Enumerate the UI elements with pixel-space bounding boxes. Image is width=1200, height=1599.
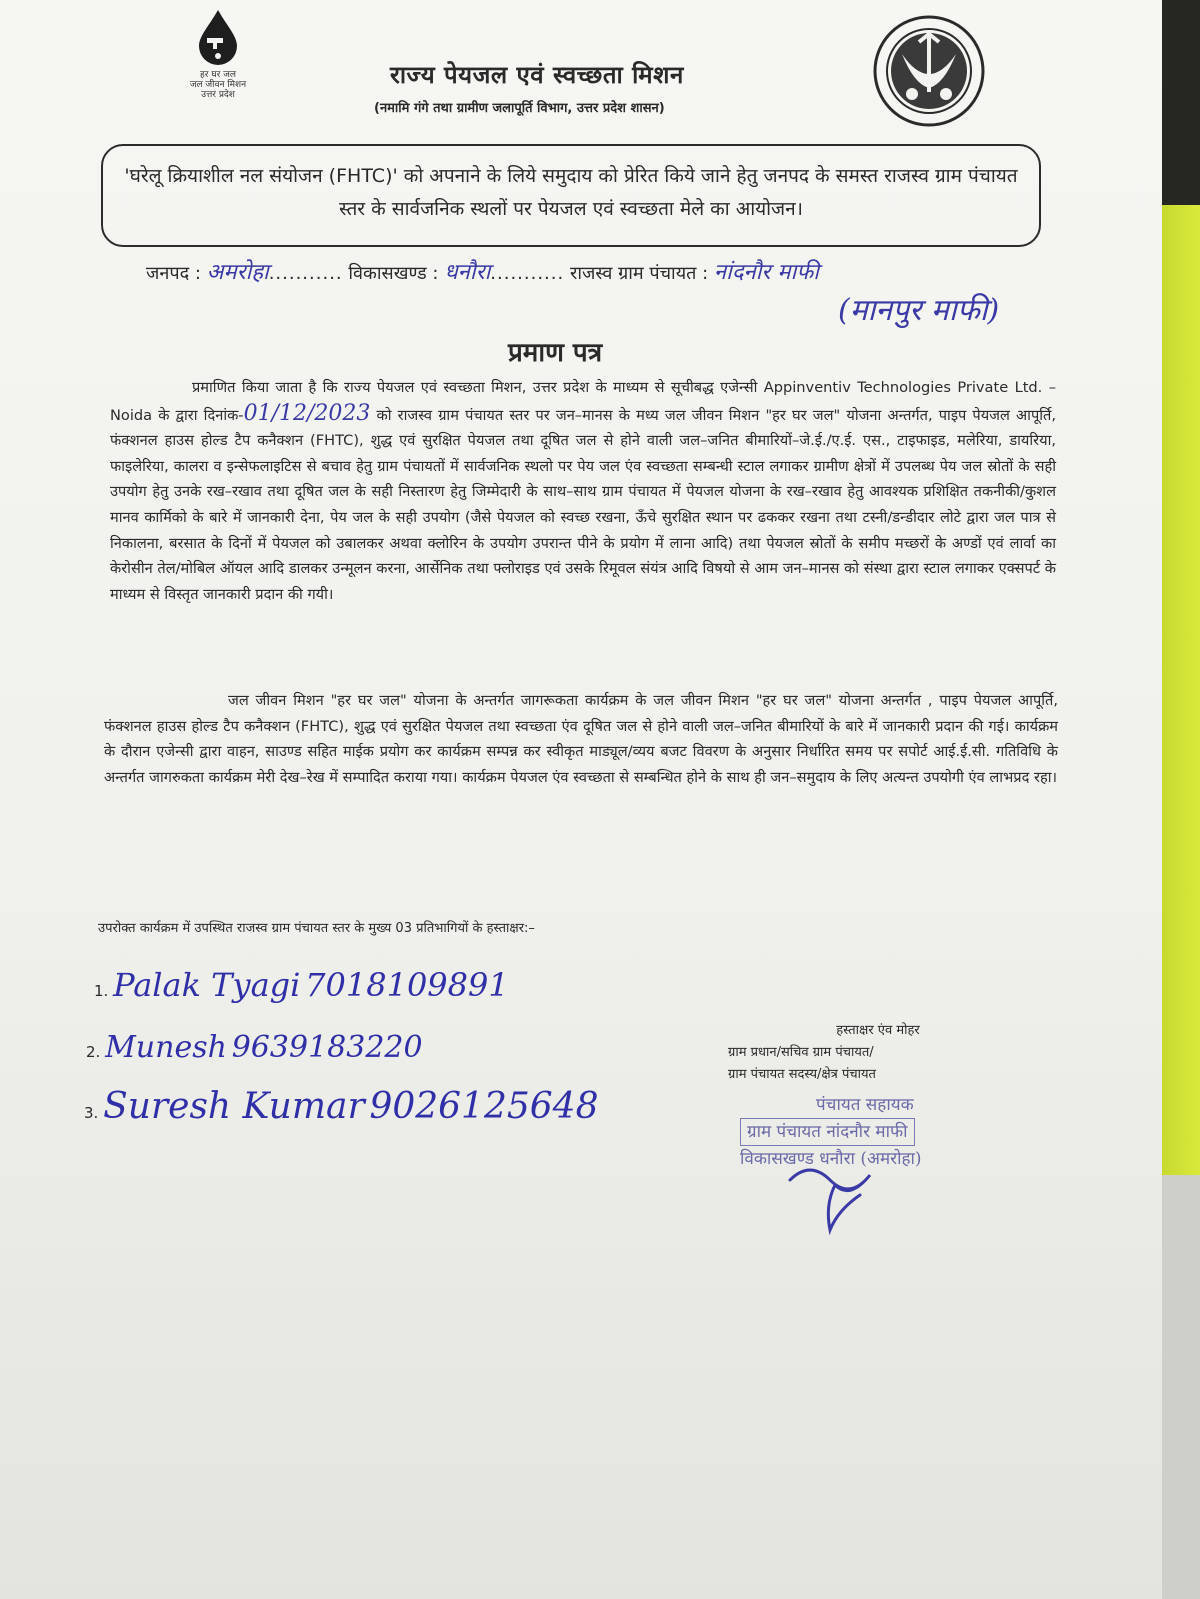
authority-line-1: हस्ताक्षर एंव मोहर [836,1023,920,1038]
header-subtitle: (नमामि गंगे तथा ग्रामीण जलापूर्ति विभाग, उत्तर प्रदेश शासन) [374,101,665,116]
stamp-line-2: ग्राम पंचायत नांदनौर माफी [740,1118,915,1146]
banner-text: 'घरेलू क्रियाशील नल संयोजन (FHTC)' को अपनाने के लिये समुदाय को प्रेरित किये जाने हेतु जनपद के समस्त राजस्व ग्राम पंचायत स्तर के सार्वजनिक स्थलों पर पेयजल एवं स्वच्छता मेले का आयोजन। [124,165,1018,220]
signatory-2 [86,1030,423,1065]
certificate-paragraph-1 [110,375,1056,607]
background-edge-lime [1162,205,1200,1175]
stamp-line-3: विकासखण्ड धनौरा (अमरोहा) [740,1149,922,1169]
authority-signature-block [728,1020,988,1086]
signatory-name: Suresh Kumar [103,1086,365,1127]
up-government-seal-icon [872,14,986,128]
water-drop-icon [195,8,241,66]
signatory-phone: 9026125648 [369,1086,599,1127]
block-label: विकासखण्ड : [348,263,439,284]
header-title: राज्य पेयजल एवं स्वच्छता मिशन [390,61,684,89]
signatory-1 [94,966,509,1004]
panchayat-extra: (मानपुर माफी) [838,293,1000,328]
certificate-title: प्रमाण पत्र [508,338,603,368]
background-edge-dark [1162,0,1200,205]
event-banner [101,144,1041,247]
signatory-number: 1. [94,982,109,1000]
district-value: अमरोहा [206,260,269,285]
background-edge-grey [1162,1175,1200,1599]
block-dots: ........... [490,263,565,284]
har-ghar-jal-logo [180,8,256,100]
certificate-paragraph-2: जल जीवन मिशन "हर घर जल" योजना के अन्तर्गत जागरूकता कार्यक्रम के जल जीवन मिशन "हर घर जल" योजना अन्तर्गत , पाइप पेयजल आपूर्ति, फंक्शनल हाउस होल्ड टैप कनैक्शन (FHTC), शुद्ध एवं सुरक्षित पेयजल तथा स्वच्छता एंव दूषित जल से होने वाली जल–जनित बीमारियों के बारे में जानकारी प्रदान की गई। कार्यक्रम के दौरान एजेन्सी द्वारा वाहन, साउण्ड सहित माईक प्रयोग कर कार्यक्रम सम्पन्न कर स्वीकृत माड्यूल/व्यय बजट विवरण के अनुसार निर्धारित समय पर सपोर्ट आई.ई.सी. गतिविधि के अन्तर्गत जागरुकता कार्यक्रम मेरी देख–रेख में सम्पादित कराया गया। कार्यक्रम पेयजल एंव स्वच्छता से सम्बन्धित होने के साथ ही जन–समुदाय के लिए अत्यन्त उपयोगी एंव लाभप्रद रहा। [104,692,1058,786]
authority-line-2: ग्राम प्रधान/सचिव ग्राम पंचायत/ [728,1045,874,1060]
block-value: धनौरा [444,260,491,285]
signatory-name: Munesh [105,1030,227,1065]
para1-part-b: को राजस्व ग्राम पंचायत स्तर पर जन–मानस के मध्य जल जीवन मिशन "हर घर जल" योजना अन्तर्गत, पाइप पेयजल आपूर्ति, फंक्शनल हाउस होल्ड टैप कनैक्शन (FHTC), शुद्ध एवं सुरक्षित पेयजल तथा दूषित जल से होने वाली जल–जनित बीमारियों–जे.ई./ए.ई. एस., टाइफाइड, मलेरिया, डायरिया, फाइलेरिया, कालरा व इन्सेफलाइटिस से बचाव हेतु ग्राम पंचायतों में सार्वजनिक स्थलो पर पेय जल एंव स्वच्छता सम्बन्धी स्टाल लगाकर ग्रामीण क्षेत्रों में उपलब्ध पेय जल स्रोतों के सही उपयोग हेतु उनके रख–रखाव तथा दूषित जल के सही निस्तारण हेतु जिम्मेदारी के साथ–साथ ग्राम पंचायत में पेयजल योजना के रख–रखाव हेतु आवश्यक प्रशिक्षित तकनीकी/कुशल मानव कार्मिको के बारे में जानकारी देना, पेय जल के सही उपयोग (जैसे पेयजल को स्वच्छ रखना, ऊँचे सुरक्षित स्थान पर ढककर रखना तथा टस्नी/डन्डीदार लोटे द्वारा जल पात्र से निकालना, बरसात के दिनों में पेयजल को उबालकर अथवा क्लोरिन के उपयोग उपरान्त पीने के प्रयोग में लाना आदि) तथा पेयजल स्रोतों के समीप मच्छरों के अण्डों एवं लार्वा का केरोसीन तेल/मोबिल ऑयल आदि डालकर उन्मूलन करना, आर्सेनिक तथा फ्लोराइड एवं उसके रिमूवल संयंत्र आदि विषयो से आम जन–मानस को संस्था द्वारा स्टाल लगाकर एक्सपर्ट के माध्यम से विस्तृत जानकारी प्रदान की गयी। [110,406,1056,603]
signatory-number: 2. [86,1043,101,1061]
signatory-phone: 7018109891 [305,966,509,1004]
district-label: जनपद : [146,263,201,284]
district-dots: ........... [268,263,343,284]
logo-caption-2: जल जीवन मिशन [189,80,247,90]
panchayat-value: नांदनौर माफी [713,260,819,285]
signatory-name: Palak Tyagi [113,966,301,1004]
logo-caption-3: उत्तर प्रदेश [201,90,235,100]
logo-caption-1: हर घर जल [200,70,236,80]
para1-part-a: प्रमाणित किया जाता है कि राज्य पेयजल एवं स्वच्छता मिशन, उत्तर प्रदेश के माध्यम से सूचीबद्ध एजेन्सी Appinventiv Technologies Private Ltd. – Noida के द्वारा दिनांक- [110,379,1056,424]
panchayat-label: राजस्व ग्राम पंचायत : [569,263,709,284]
authority-signature-icon [770,1140,910,1240]
signatory-number: 3. [84,1104,99,1122]
event-date: 01/12/2023 [243,400,371,426]
signatories-intro: उपरोक्त कार्यक्रम में उपस्थित राजस्व ग्राम पंचायत स्तर के मुख्य 03 प्रतिभागियों के हस्ताक्षर:– [98,921,535,936]
authority-line-3: ग्राम पंचायत सदस्य/क्षेत्र पंचायत [728,1067,876,1082]
stamp-line-1: पंचायत सहायक [816,1095,914,1115]
location-fields [146,256,819,286]
signatory-phone: 9639183220 [231,1030,423,1065]
signatory-3 [84,1086,598,1127]
